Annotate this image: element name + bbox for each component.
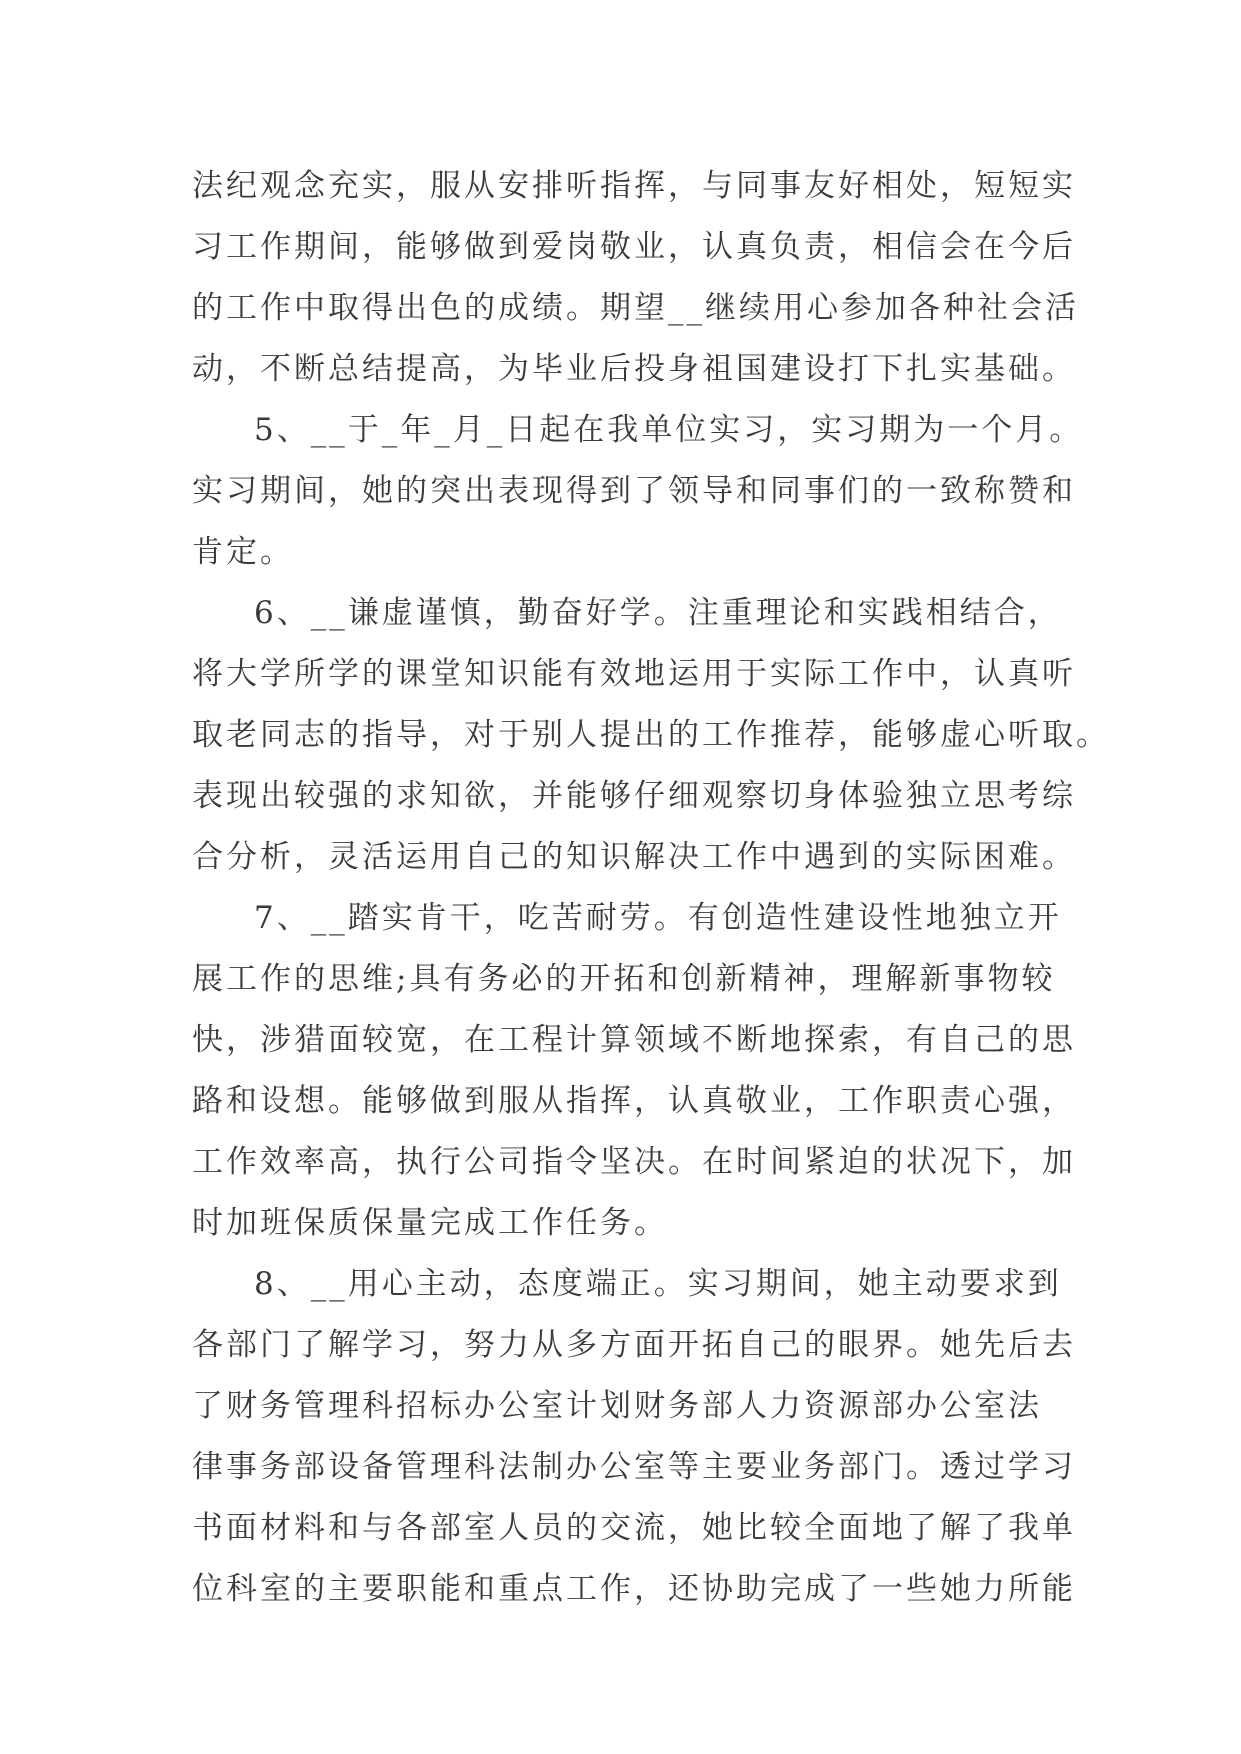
document-body bbox=[192, 156, 1110, 1620]
text-line: 律事务部设备管理科法制办公室等主要业务部门。透过学习 bbox=[192, 1449, 1076, 1485]
text-line: 工作效率高，执行公司指令坚决。在时间紧迫的状况下，加 bbox=[192, 1144, 1076, 1180]
text-line: 时加班保质保量完成工作任务。 bbox=[192, 1205, 668, 1241]
text-line: 7、__踏实肯干，吃苦耐劳。有创造性建设性地独立开 bbox=[254, 900, 1062, 936]
text-line: 的工作中取得出色的成绩。期望__继续用心参加各种社会活 bbox=[192, 290, 1079, 326]
text-line: 法纪观念充实，服从安排听指挥，与同事友好相处，短短实 bbox=[192, 168, 1076, 204]
text-line: 书面材料和与各部室人员的交流，她比较全面地了解了我单 bbox=[192, 1510, 1076, 1546]
text-line: 5、__于_年_月_日起在我单位实习，实习期为一个月。 bbox=[254, 412, 1084, 448]
text-line: 快，涉猎面较宽，在工程计算领域不断地探索，有自己的思 bbox=[192, 1022, 1076, 1058]
paragraph-item-8 bbox=[192, 1254, 1076, 1620]
paragraph-continuation bbox=[192, 156, 1079, 400]
text-line: 取老同志的指导，对于别人提出的工作推荐，能够虚心听取。 bbox=[192, 717, 1110, 753]
text-line: 肯定。 bbox=[192, 534, 294, 570]
paragraph-item-5 bbox=[192, 400, 1084, 583]
paragraph-item-6 bbox=[192, 583, 1110, 888]
text-line: 动，不断总结提高，为毕业后投身祖国建设打下扎实基础。 bbox=[192, 351, 1076, 387]
text-line: 展工作的思维;具有务必的开拓和创新精神，理解新事物较 bbox=[192, 961, 1056, 997]
text-line: 表现出较强的求知欲，并能够仔细观察切身体验独立思考综 bbox=[192, 778, 1076, 814]
text-line: 合分析，灵活运用自己的知识解决工作中遇到的实际困难。 bbox=[192, 839, 1076, 875]
text-line: 了财务管理科招标办公室计划财务部人力资源部办公室法 bbox=[192, 1388, 1042, 1424]
paragraph-item-7 bbox=[192, 888, 1076, 1254]
text-line: 位科室的主要职能和重点工作，还协助完成了一些她力所能 bbox=[192, 1571, 1076, 1607]
text-line: 8、__用心主动，态度端正。实习期间，她主动要求到 bbox=[254, 1266, 1062, 1302]
text-line: 习工作期间，能够做到爱岗敬业，认真负责，相信会在今后 bbox=[192, 229, 1076, 265]
text-line: 各部门了解学习，努力从多方面开拓自己的眼界。她先后去 bbox=[192, 1327, 1076, 1363]
text-line: 6、__谦虚谨慎，勤奋好学。注重理论和实践相结合， bbox=[254, 595, 1062, 631]
text-line: 路和设想。能够做到服从指挥，认真敬业，工作职责心强， bbox=[192, 1083, 1076, 1119]
text-line: 实习期间，她的突出表现得到了领导和同事们的一致称赞和 bbox=[192, 473, 1076, 509]
text-line: 将大学所学的课堂知识能有效地运用于实际工作中，认真听 bbox=[192, 656, 1076, 692]
